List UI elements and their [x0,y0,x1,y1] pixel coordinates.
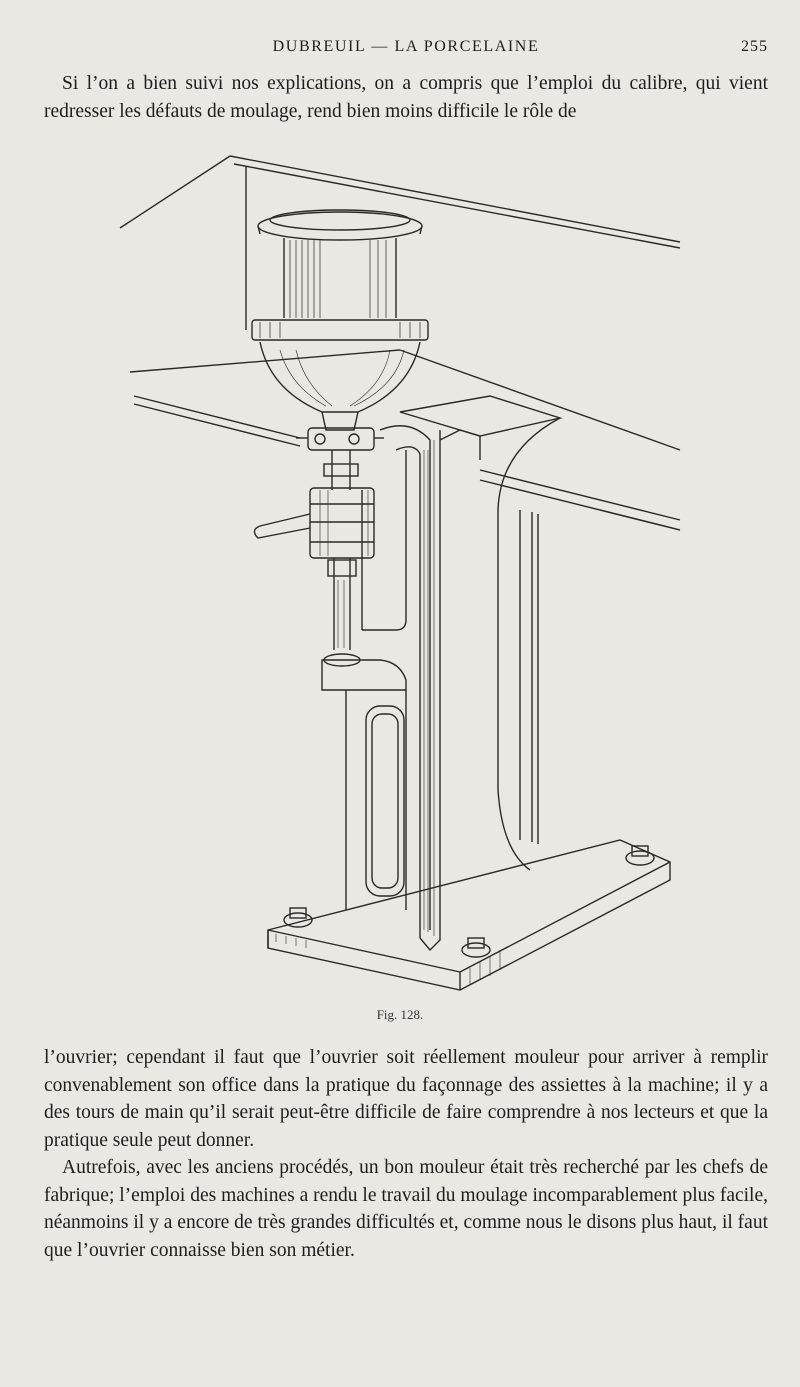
figure-caption: Fig. 128. [376,1007,424,1022]
page-header [44,38,768,60]
engraving-jigger-machine [100,150,700,1010]
paragraph-2: l’ouvrier; cependant il faut que l’ouvrier soit réellement mouleur pour arriver à remplir convenablement son office dans la pratique du façonnage des assiettes à la machine; il y a des tours de main qu’il serait peut-être difficile de faire comprendre à nos lecteurs et que la pratique seule peut donner. [44,1047,768,1151]
page-number: 255 [741,38,768,55]
paragraph-1: Si l’on a bien suivi nos explications, on a compris que l’emploi du calibre, qui vient redresser les défauts de moulage, rend bien moins difficile le rôle de [44,73,768,122]
running-head: DUBREUIL — LA PORCELAINE [272,38,540,55]
figure-machine-illustration [100,150,700,1010]
paragraph-3: Autrefois, avec les anciens procédés, un bon mouleur était très recherché par les chefs de fabrique; l’emploi des machines a rendu le travail du moulage incomparablement plus facile, néanmoins il y a encore de très grandes difficultés et, comme nous le disons plus haut, il faut que l’ouvrier connaisse bien son métier. [44,1157,768,1261]
